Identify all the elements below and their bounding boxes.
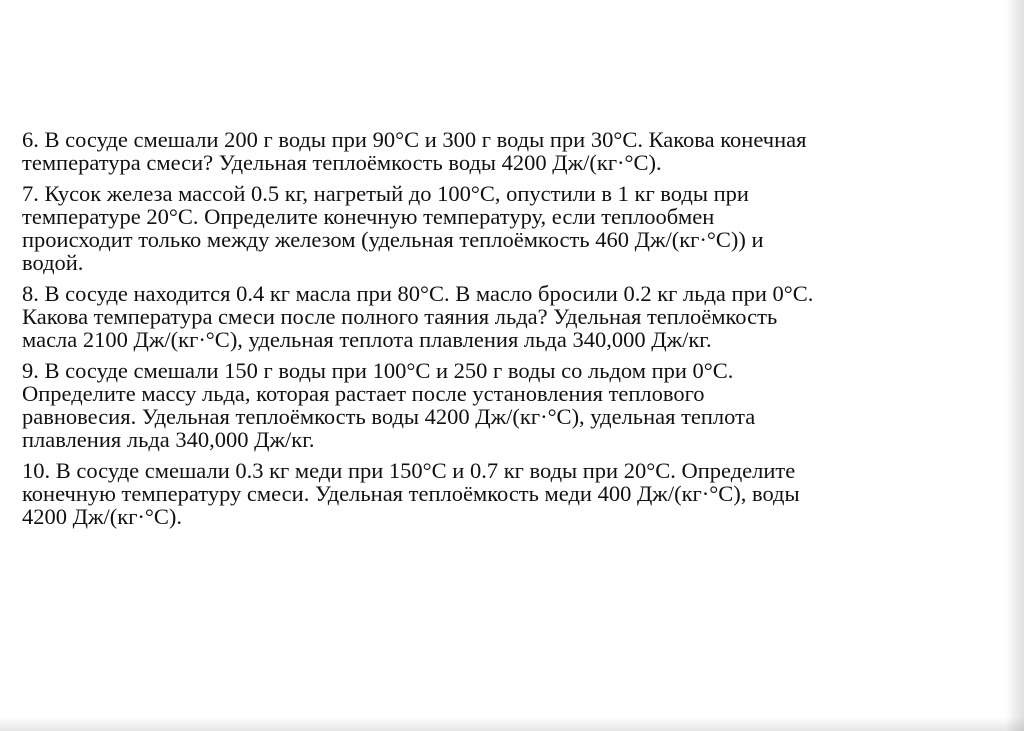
problem-line: Определите массу льда, которая растает после установления теплового (22, 381, 705, 406)
problem-10 (22, 459, 1002, 528)
problem-line: равновесия. Удельная теплоёмкость воды 4200 Дж/(кг·°С), удельная теплота (22, 404, 756, 429)
problem-line: 7. Кусок железа массой 0.5 кг, нагретый до 100°С, опустили в 1 кг воды при (22, 181, 749, 206)
problem-line: температура смеси? Удельная теплоёмкость воды 4200 Дж/(кг·°С). (22, 150, 662, 175)
problem-line: масла 2100 Дж/(кг·°С), удельная теплота плавления льда 340,000 Дж/кг. (22, 327, 712, 352)
slide-edge-shadow-right (1006, 0, 1024, 731)
slide-edge-shadow-bottom (0, 717, 1024, 731)
problem-line: плавления льда 340,000 Дж/кг. (22, 427, 315, 452)
problem-list (22, 128, 1002, 536)
problem-8 (22, 282, 1002, 351)
problem-6 (22, 128, 1002, 174)
problem-line: конечную температуру смеси. Удельная теплоёмкость меди 400 Дж/(кг·°С), воды (22, 481, 800, 506)
problem-line: 6. В сосуде смешали 200 г воды при 90°С и 300 г воды при 30°С. Какова конечная (22, 127, 807, 152)
problem-line: 4200 Дж/(кг·°С). (22, 504, 183, 529)
problem-line: водой. (22, 250, 84, 275)
problem-line: Какова температура смеси после полного таяния льда? Удельная теплоёмкость (22, 304, 778, 329)
problem-line: температуре 20°С. Определите конечную температуру, если теплообмен (22, 204, 715, 229)
problem-9 (22, 359, 1002, 451)
problem-line: 9. В сосуде смешали 150 г воды при 100°С и 250 г воды со льдом при 0°С. (22, 358, 734, 383)
problem-line: 10. В сосуде смешали 0.3 кг меди при 150°С и 0.7 кг воды при 20°С. Определите (22, 458, 796, 483)
problem-7 (22, 182, 1002, 274)
problem-line: 8. В сосуде находится 0.4 кг масла при 80°С. В масло бросили 0.2 кг льда при 0°С. (22, 281, 814, 306)
problem-line: происходит только между железом (удельная теплоёмкость 460 Дж/(кг·°С)) и (22, 227, 764, 252)
